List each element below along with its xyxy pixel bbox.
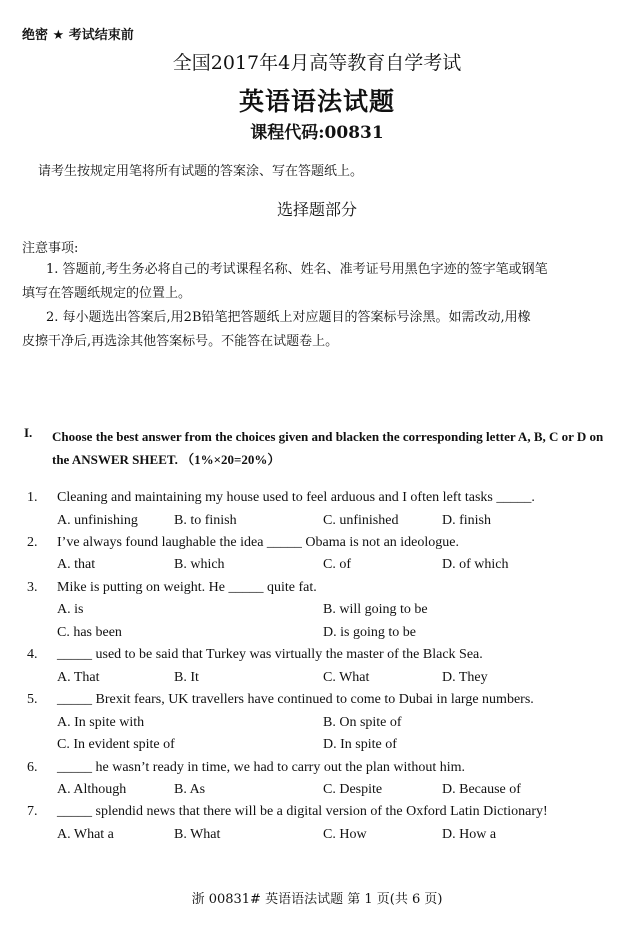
course-code: 课程代码:00831 bbox=[250, 123, 384, 143]
question-number: 4. bbox=[27, 647, 38, 662]
question-number: 2. bbox=[27, 535, 38, 550]
option-d: D. How a bbox=[442, 827, 497, 842]
option-b: B. will going to be bbox=[323, 602, 428, 617]
question-number: 6. bbox=[27, 760, 38, 775]
note-line: 2. 每小题选出答案后,用2B铅笔把答题纸上对应题目的答案标号涂黑。如需改动,用橡 bbox=[46, 310, 531, 325]
confidential-mark: 绝密 ★ 考试结束前 bbox=[22, 28, 134, 43]
question-number: 5. bbox=[27, 692, 38, 707]
option-a: A. What a bbox=[57, 827, 114, 842]
option-d: D. They bbox=[442, 670, 488, 685]
question-number: 1. bbox=[27, 490, 38, 505]
option-d: D. of which bbox=[442, 557, 509, 572]
question-text: _____ Brexit fears, UK travellers have continued to come to Dubai in large numbers. bbox=[57, 692, 534, 707]
option-b: B. As bbox=[174, 782, 206, 797]
option-d: D. In spite of bbox=[323, 737, 397, 752]
page-footer: 浙 00831# 英语语法试题 第 1 页(共 6 页) bbox=[191, 892, 443, 907]
option-a: A. is bbox=[57, 602, 84, 617]
option-a: A. That bbox=[57, 670, 100, 685]
subject-title: 英语语法试题 bbox=[238, 87, 395, 116]
option-c: C. How bbox=[323, 827, 367, 842]
option-b: B. What bbox=[174, 827, 221, 842]
question-text: _____ used to be said that Turkey was virtually the master of the Black Sea. bbox=[57, 647, 483, 662]
option-c: C. has been bbox=[57, 625, 122, 640]
question-number: 3. bbox=[27, 580, 38, 595]
option-c: C. Despite bbox=[323, 782, 383, 797]
option-c: C. In evident spite of bbox=[57, 737, 175, 752]
part-instruction: Choose the best answer from the choices given and blacken the corresponding letter A, B, C or D on the ANSWER SHEET. （1%×20=20%） bbox=[52, 429, 604, 467]
note-line: 1. 答题前,考生务必将自己的考试课程名称、姓名、准考证号用黑色字迹的签字笔或钢笔 bbox=[46, 262, 548, 277]
notes-heading: 注意事项: bbox=[22, 241, 79, 256]
question-text: I’ve always found laughable the idea _____ Obama is not an ideologue. bbox=[57, 535, 459, 550]
option-b: B. to finish bbox=[174, 513, 237, 528]
question-text: _____ splendid news that there will be a digital version of the Oxford Latin Dictionary! bbox=[57, 804, 548, 819]
option-d: D. Because of bbox=[442, 782, 521, 797]
section-title: 选择题部分 bbox=[276, 200, 357, 219]
question-text: _____ he wasn’t ready in time, we had to carry out the plan without him. bbox=[57, 760, 465, 775]
option-a: A. unfinishing bbox=[57, 513, 138, 528]
option-d: D. finish bbox=[442, 513, 491, 528]
question-text: Mike is putting on weight. He _____ quite fat. bbox=[57, 580, 317, 595]
option-c: C. unfinished bbox=[323, 513, 399, 528]
option-c: C. of bbox=[323, 557, 351, 572]
option-b: B. On spite of bbox=[323, 715, 402, 730]
part-number: I. bbox=[24, 425, 33, 440]
exam-title: 全国2017年4月高等教育自学考试 bbox=[172, 52, 462, 74]
option-a: A. Although bbox=[57, 782, 127, 797]
option-a: A. that bbox=[57, 557, 96, 572]
option-a: A. In spite with bbox=[57, 715, 145, 730]
question-number: 7. bbox=[27, 804, 38, 819]
option-b: B. It bbox=[174, 670, 199, 685]
note-line: 皮擦干净后,再选涂其他答案标号。不能答在试题卷上。 bbox=[22, 334, 339, 349]
option-d: D. is going to be bbox=[323, 625, 416, 640]
question-text: Cleaning and maintaining my house used to feel arduous and I often left tasks _____. bbox=[57, 490, 535, 505]
note-line: 填写在答题纸规定的位置上。 bbox=[22, 286, 192, 301]
exam-instruction: 请考生按规定用笔将所有试题的答案涂、写在答题纸上。 bbox=[38, 164, 364, 179]
option-c: C. What bbox=[323, 670, 370, 685]
option-b: B. which bbox=[174, 557, 225, 572]
